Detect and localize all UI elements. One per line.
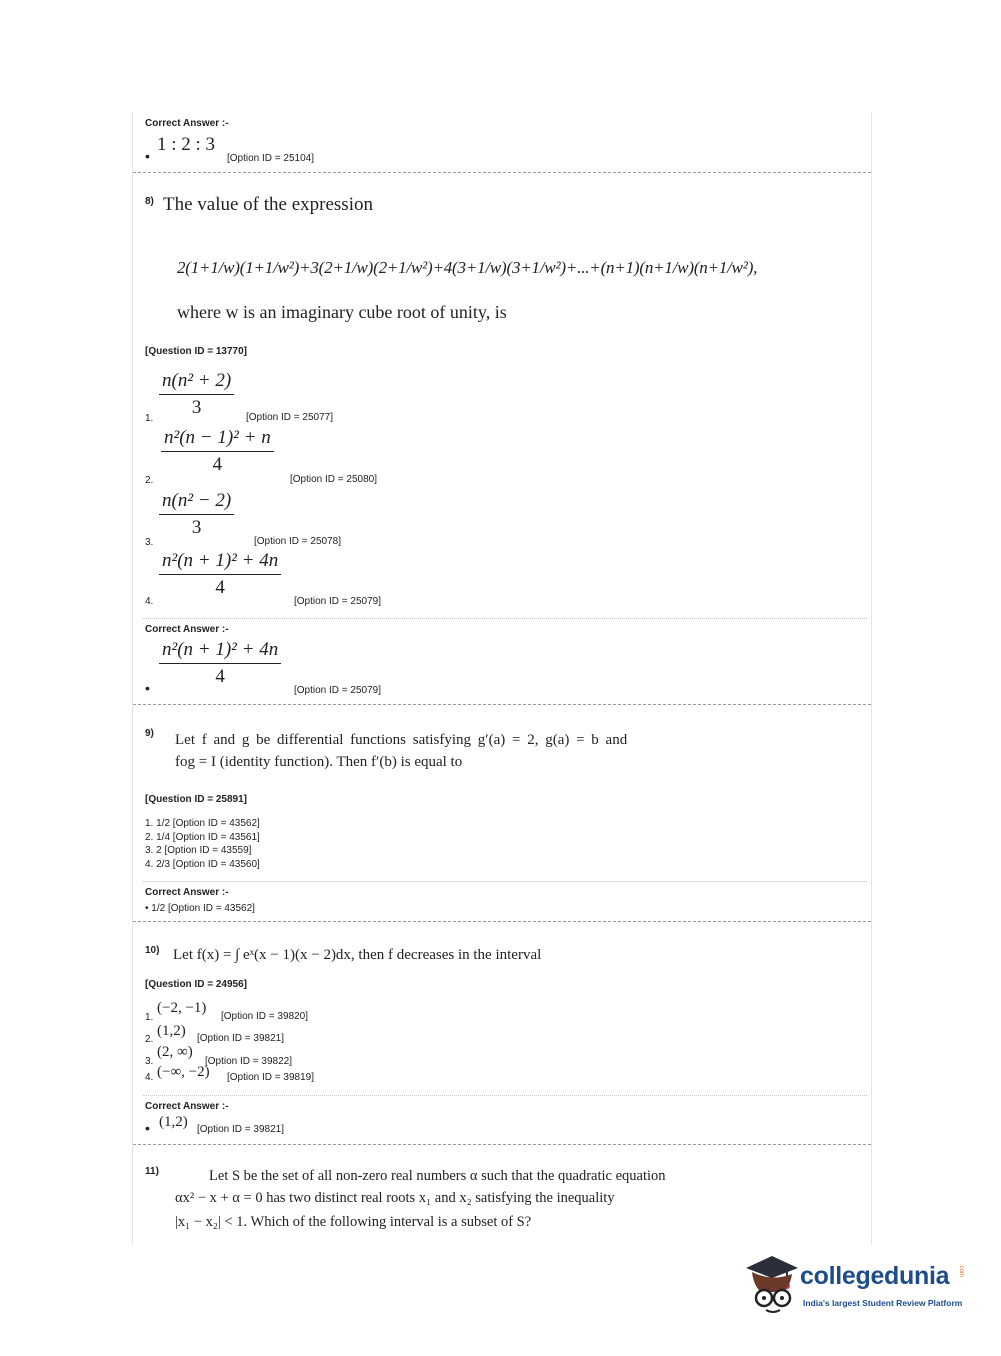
option-3-id: [Option ID = 25078] [254,536,342,547]
option-1-math[interactable]: (−2, −1) [157,1000,207,1016]
option-4-id: [Option ID = 25079] [294,596,382,607]
answer-option-id: [Option ID = 25079] [294,685,382,696]
question-text: The value of the expression [163,194,373,215]
option-index: 3. [145,537,154,548]
answer-text: • 1/2 [Option ID = 43562] [145,903,255,914]
option-item[interactable]: 4. 2/3 [Option ID = 43560] [145,858,260,870]
answer-option-id: [Option ID = 25104] [227,153,315,164]
question-id: [Question ID = 25891] [145,794,247,805]
option-3-denominator: 3 [191,517,202,538]
option-4-fraction[interactable] [159,550,281,599]
answer-denominator: 4 [215,666,225,687]
answer-math: (1,2) [159,1114,188,1130]
question-divider [133,921,871,922]
answer-bullet: • [145,1120,150,1136]
option-2-id: [Option ID = 25080] [290,474,378,485]
option-3-fraction[interactable] [159,490,234,539]
option-1-denominator: 3 [191,397,202,418]
option-index: 3. [145,1056,154,1067]
answer-bullet: • [145,680,150,696]
expression: 2(1+1/w)(1+1/w²)+3(2+1/w)(2+1/w²)+4(3+1/w)(3+1/w²)+...+(n+1)(n+1/w)(n+1/w²), [177,258,758,277]
section-divider [143,618,867,619]
option-3-id: [Option ID = 39822] [205,1056,293,1067]
option-2-id: [Option ID = 39821] [197,1033,285,1044]
question-number: 8) [145,196,154,207]
brand-suffix: .com [958,1264,964,1278]
option-4-id: [Option ID = 39819] [227,1072,315,1083]
option-3-numerator: n(n² − 2) [159,490,234,515]
question-line-3: |x₁ − x₂| < 1. Which of the following interval is a subset of S? [175,1214,532,1230]
question-text: Let f(x) = ∫ eˣ(x − 1)(x − 2)dx, then f decreases in the interval [173,947,542,963]
correct-answer-label: Correct Answer :- [145,887,229,898]
collegedunia-logo[interactable] [742,1248,968,1320]
mascot-icon [742,1252,802,1318]
option-index: 1. [145,1012,154,1023]
option-1-numerator: n(n² + 2) [159,370,234,395]
question-divider [133,172,871,173]
option-2-math[interactable]: (1,2) [157,1023,186,1039]
option-1-id: [Option ID = 25077] [246,412,334,423]
option-index: 4. [145,1072,154,1083]
question-number: 10) [145,945,160,956]
option-1-id: [Option ID = 39820] [221,1011,309,1022]
option-index: 1. [145,413,154,424]
question-line-1: Let S be the set of all non-zero real numbers α such that the quadratic equation [209,1168,666,1184]
question-number: 9) [145,728,154,739]
option-2-denominator: 4 [212,454,223,475]
option-item[interactable]: 3. 2 [Option ID = 43559] [145,845,252,856]
answer-fraction [159,639,281,688]
brand-name: collegedunia [800,1262,950,1290]
correct-answer-label: Correct Answer :- [145,1101,229,1112]
question-line-1: Let f and g be differential functions satisfying g′(a) = 2, g(a) = b and [175,732,628,748]
question-divider [133,704,871,705]
brand-tagline: India's largest Student Review Platform [803,1298,963,1308]
option-4-denominator: 4 [215,577,225,598]
section-divider [143,1095,867,1096]
question-number: 11) [145,1166,159,1177]
correct-answer-label: Correct Answer :- [145,624,229,635]
option-2-fraction[interactable] [161,427,274,476]
question-line-2: αx² − x + α = 0 has two distinct real roots x₁ and x₂ satisfying the inequality [175,1190,615,1206]
option-index: 2. [145,1034,154,1045]
question-paper-page [132,112,872,1244]
section-divider [143,881,867,882]
option-item[interactable]: 2. 1/4 [Option ID = 43561] [145,831,260,843]
question-divider [133,1144,871,1145]
option-1-fraction[interactable] [159,370,234,419]
option-index: 4. [145,596,154,607]
answer-math: 1 : 2 : 3 [157,134,216,155]
answer-numerator: n²(n + 1)² + 4n [159,639,281,664]
where-text: where w is an imaginary cube root of unity, is [177,302,507,322]
option-2-numerator: n²(n − 1)² + n [161,427,274,452]
answer-option-id: [Option ID = 39821] [197,1124,285,1135]
question-id: [Question ID = 24956] [145,979,247,990]
question-line-2: fog = I (identity function). Then f′(b) is equal to [175,754,463,770]
question-id: [Question ID = 13770] [145,346,247,357]
correct-answer-label: Correct Answer :- [145,118,229,129]
option-4-numerator: n²(n + 1)² + 4n [159,550,281,575]
option-index: 2. [145,475,154,486]
option-item[interactable]: 1. 1/2 [Option ID = 43562] [145,818,260,829]
answer-bullet: • [145,148,150,164]
option-list [145,817,260,871]
option-4-math[interactable]: (−∞, −2) [157,1064,210,1080]
option-3-math[interactable]: (2, ∞) [157,1044,193,1060]
